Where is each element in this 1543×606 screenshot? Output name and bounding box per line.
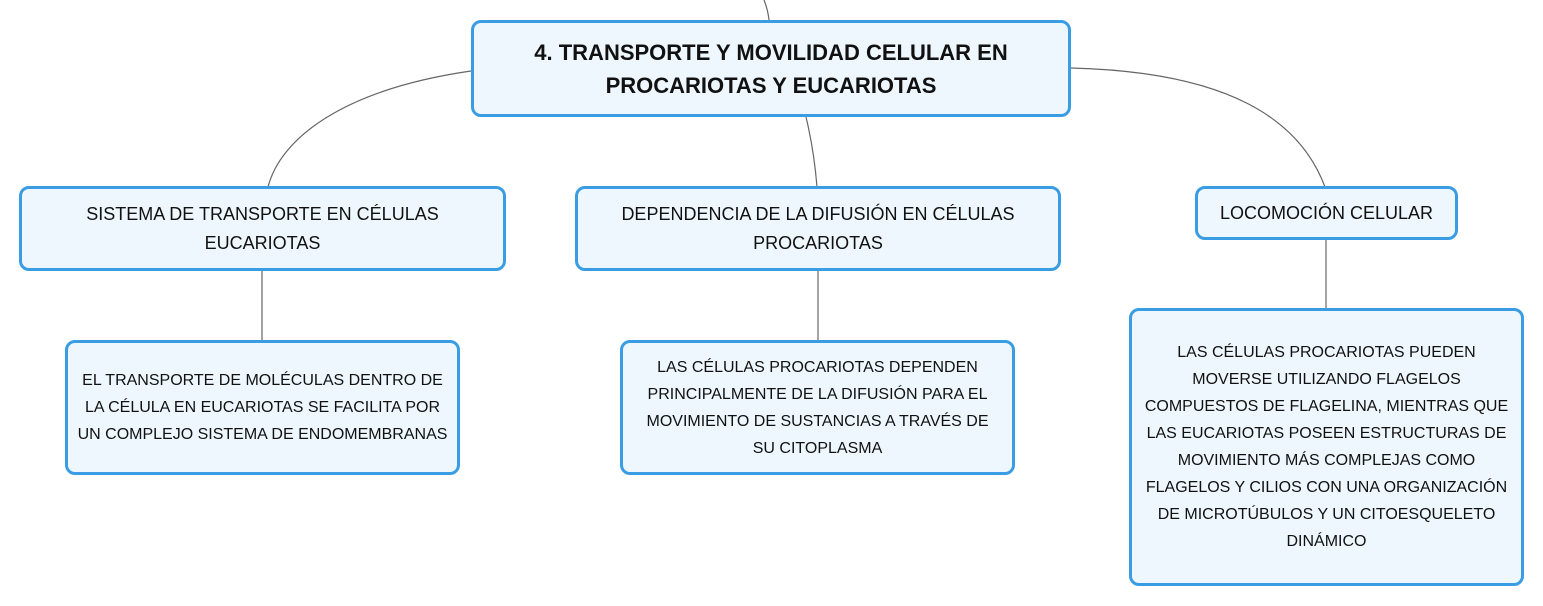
detail-transport-system[interactable] xyxy=(65,340,460,475)
detail-cell-locomotion-text: LAS CÉLULAS PROCARIOTAS PUEDEN MOVERSE UTILIZANDO FLAGELOS COMPUESTOS DE FLAGELINA, MIENTRAS QUE LAS EUCARIOTAS POSEEN ESTRUCTURAS DE MOVIMIENTO MÁS COMPLEJAS COMO FLAGELOS Y CILIOS CON UNA ORGANIZACIÓN DE MICROTÚBULOS Y UN CITOESQUELETO DINÁMICO xyxy=(1144,344,1509,550)
branch-transport-system-label: SISTEMA DE TRANSPORTE EN CÉLULAS EUCARIOTAS xyxy=(86,203,439,253)
connector-root-to-branch-3 xyxy=(1071,68,1325,187)
connector-parent-to-root xyxy=(764,0,769,20)
detail-transport-system-text: EL TRANSPORTE DE MOLÉCULAS DENTRO DE LA CÉLULA EN EUCARIOTAS SE FACILITA POR UN COMPLEJO SISTEMA DE ENDOMEMBRANAS xyxy=(77,372,448,443)
detail-diffusion-dependence-text: LAS CÉLULAS PROCARIOTAS DEPENDEN PRINCIPALMENTE DE LA DIFUSIÓN PARA EL MOVIMIENTO DE SUSTANCIAS A TRAVÉS DE SU CITOPLASMA xyxy=(646,358,989,457)
root-topic-label: 4. TRANSPORTE Y MOVILIDAD CELULAR EN PROCARIOTAS Y EUCARIOTAS xyxy=(534,39,1008,98)
branch-diffusion-dependence[interactable] xyxy=(575,186,1061,271)
branch-cell-locomotion-label: LOCOMOCIÓN CELULAR xyxy=(1219,202,1434,223)
detail-diffusion-dependence[interactable] xyxy=(620,340,1015,475)
root-topic[interactable] xyxy=(471,20,1071,117)
detail-cell-locomotion[interactable] xyxy=(1129,308,1524,586)
connector-root-to-branch-2 xyxy=(806,117,817,187)
branch-diffusion-dependence-label: DEPENDENCIA DE LA DIFUSIÓN EN CÉLULAS PROCARIOTAS xyxy=(621,203,1015,253)
connector-root-to-branch-1 xyxy=(268,71,471,187)
branch-cell-locomotion[interactable] xyxy=(1195,186,1458,240)
branch-transport-system[interactable] xyxy=(19,186,506,271)
